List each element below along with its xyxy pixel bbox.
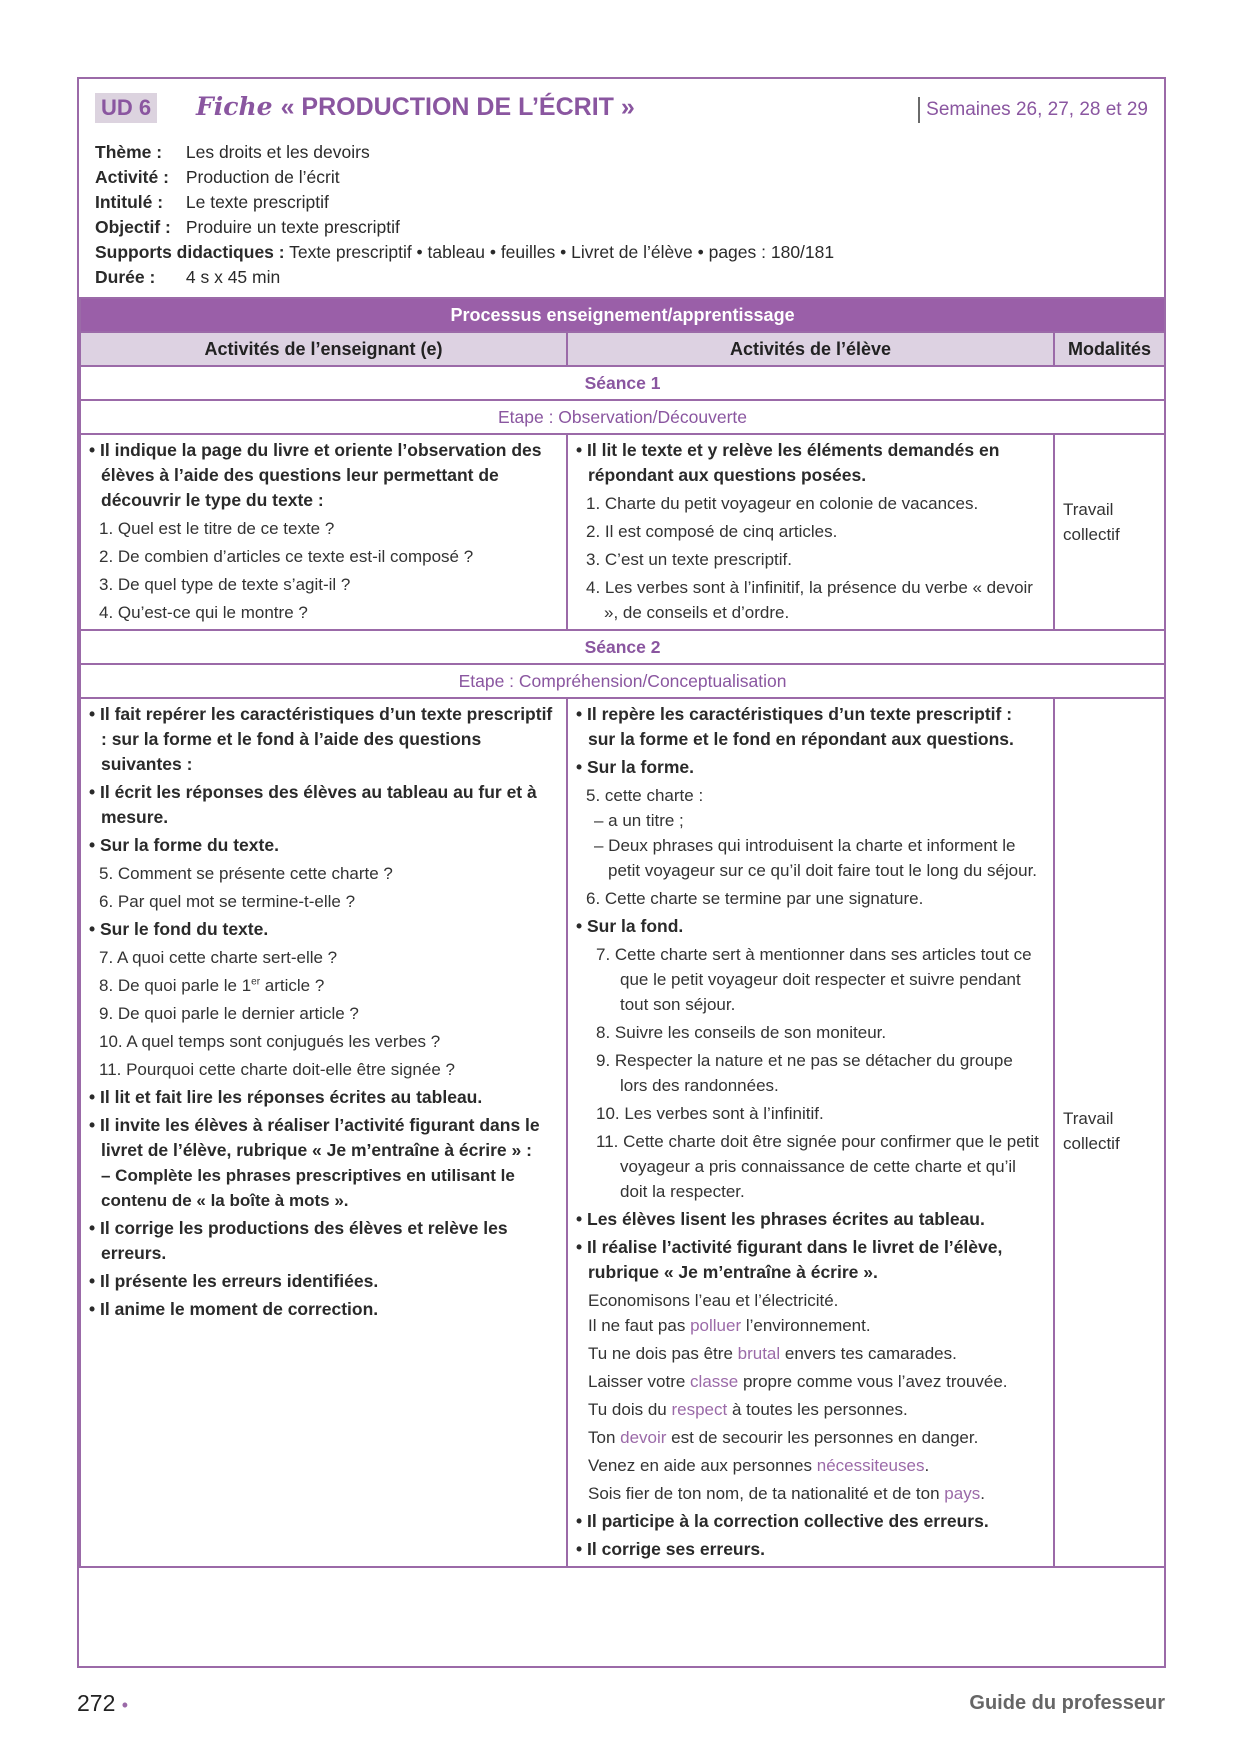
example-sentence (576, 1397, 1043, 1422)
ex-text: Laisser votre (588, 1372, 691, 1391)
supports-value: Texte prescriptif • tableau • feuilles • Livret de l’élève • pages : 180/181 (289, 242, 835, 262)
student-answer: 4. Les verbes sont à l’infinitif, la présence du verbe « devoir », de conseils et d’ordre. (586, 578, 1033, 622)
student-step: • Sur la fond. (576, 914, 1043, 939)
sheet-header (79, 79, 1164, 297)
seance-1-modalite: Travail collectif (1054, 434, 1165, 630)
seance-2-row (80, 698, 1165, 1567)
seance-2-student (567, 698, 1054, 1567)
fiche-word: Fiche (196, 92, 273, 121)
seance-2-teacher (80, 698, 567, 1567)
example-sentence (576, 1453, 1043, 1478)
student-answer: 11. Cette charte doit être signée pour confirmer que le petit voyageur a pris connaissance de cette charte et qu’il doit la respecter. (596, 1132, 1039, 1201)
objectif-label: Objectif : (95, 217, 171, 237)
teacher-step: • Il anime le moment de correction. (89, 1297, 556, 1322)
sheet-title (196, 91, 635, 123)
ex-text: Il ne faut pas (588, 1316, 691, 1335)
teacher-question: 3. De quel type de texte s’agit-il ? (99, 575, 351, 594)
ex-text: Sois fier de ton nom, de ta nationalité et de ton (588, 1484, 945, 1503)
example-sentence (576, 1369, 1043, 1394)
theme-label: Thème : (95, 142, 163, 162)
col-mod-header: Modalités (1054, 332, 1165, 366)
objectif-value: Produire un texte prescriptif (185, 217, 400, 237)
example-sentence (576, 1481, 1043, 1506)
ex-word: classe (690, 1372, 739, 1391)
teacher-step: • Il invite les élèves à réaliser l’activité figurant dans le livret de l’élève, rubrique « Je m’entraîne à écrire » : (89, 1113, 556, 1163)
student-answer: 3. C’est un texte prescriptif. (586, 550, 792, 569)
student-answer: 2. Il est composé de cinq articles. (586, 522, 838, 541)
process-table-wrap (79, 297, 1164, 1568)
teacher-question: 4. Qu’est-ce qui le montre ? (99, 603, 308, 622)
activite-label: Activité : (95, 167, 169, 187)
meta-block (95, 140, 834, 290)
seance-1-teacher (80, 434, 567, 630)
student-step: • Il participe à la correction collective des erreurs. (576, 1509, 1043, 1534)
page-number-text: 272 (77, 1690, 116, 1716)
teacher-question: 7. A quoi cette charte sert-elle ? (99, 948, 338, 967)
seance-2-modalite: Travail collectif (1054, 698, 1165, 1567)
ex-text: . (980, 1484, 985, 1503)
seance-1-row (80, 434, 1165, 630)
ex-text: envers tes camarades. (780, 1344, 957, 1363)
ex-word: pays (944, 1484, 981, 1503)
unit-badge: UD 6 (95, 93, 157, 123)
col-student-header: Activités de l’élève (567, 332, 1054, 366)
student-answer: 9. Respecter la nature et ne pas se détacher du groupe lors des randonnées. (596, 1051, 1013, 1095)
ex-word: respect (671, 1400, 728, 1419)
student-intro: • Il lit le texte et y relève les éléments demandés en répondant aux questions posées. (576, 438, 1043, 488)
ex-text: Tu dois du (588, 1400, 672, 1419)
process-table (79, 297, 1166, 1568)
teacher-step: • Sur le fond du texte. (89, 917, 556, 942)
tq8-sup: er (251, 976, 261, 988)
student-step: • Sur la forme. (576, 755, 1043, 780)
duree-label: Durée : (95, 267, 156, 287)
col-teacher-header: Activités de l’enseignant (e) (80, 332, 567, 366)
page-number (77, 1690, 128, 1717)
title-text: « PRODUCTION DE L’ÉCRIT » (280, 93, 635, 121)
teacher-step: • Il lit et fait lire les réponses écrites au tableau. (89, 1085, 556, 1110)
student-sub-answer: – Deux phrases qui introduisent la charte et informent le petit voyageur sur ce qu’il doit faire tout le long du séjour. (594, 836, 1038, 880)
example-sentence: Economisons l’eau et l’électricité. (588, 1291, 839, 1310)
process-title: Processus enseignement/apprentissage (80, 298, 1165, 332)
ex-text: propre comme vous l’avez trouvée. (738, 1372, 1008, 1391)
teacher-question: 6. Par quel mot se termine-t-elle ? (99, 892, 356, 911)
guide-label: Guide du professeur (969, 1692, 1165, 1714)
student-step: • Les élèves lisent les phrases écrites au tableau. (576, 1207, 1043, 1232)
supports-label: Supports didactiques : (95, 242, 285, 262)
student-sub-answer: – a un titre ; (594, 811, 684, 830)
student-answer: 5. cette charte : (586, 786, 704, 805)
ex-text: est de secourir les personnes en danger. (666, 1428, 979, 1447)
ex-word: brutal (737, 1344, 781, 1363)
tq8-b: article ? (260, 976, 325, 995)
teacher-question: 5. Comment se présente cette charte ? (99, 864, 393, 883)
student-answer: 8. Suivre les conseils de son moniteur. (596, 1023, 887, 1042)
student-answer: 6. Cette charte se termine par une signature. (586, 889, 924, 908)
ex-text: Tu ne dois pas être (588, 1344, 738, 1363)
teacher-question: 10. A quel temps sont conjugués les verbes ? (99, 1032, 441, 1051)
student-step: • Il repère les caractéristiques d’un texte prescriptif : sur la forme et le fond en répondant aux questions. (576, 702, 1043, 752)
student-answer: 1. Charte du petit voyageur en colonie de vacances. (586, 494, 979, 513)
ex-text: . (924, 1456, 930, 1475)
teacher-question (89, 973, 556, 998)
intitule-label: Intitulé : (95, 192, 164, 212)
teacher-step: • Il présente les erreurs identifiées. (89, 1269, 556, 1294)
ex-text: à toutes les personnes. (727, 1400, 908, 1419)
example-sentence (576, 1425, 1043, 1450)
seance-2-etape: Etape : Compréhension/Conceptualisation (80, 664, 1165, 698)
tq8-a: 8. De quoi parle le 1 (99, 976, 252, 995)
student-answer: 10. Les verbes sont à l’infinitif. (596, 1104, 824, 1123)
student-step: • Il réalise l’activité figurant dans le livret de l’élève, rubrique « Je m’entraîne à écrire ». (576, 1235, 1043, 1285)
ex-text: Ton (588, 1428, 621, 1447)
teacher-step: • Il fait repérer les caractéristiques d’un texte prescriptif : sur la forme et le fond à l’aide des questions suivantes : (89, 702, 556, 777)
ex-word: nécessiteuses (816, 1456, 925, 1475)
ex-text: Venez en aide aux personnes (588, 1456, 817, 1475)
teacher-question: 11. Pourquoi cette charte doit-elle être signée ? (99, 1060, 455, 1079)
student-step: • Il corrige ses erreurs. (576, 1537, 1043, 1562)
teacher-step: • Il écrit les réponses des élèves au tableau au fur et à mesure. (89, 780, 556, 830)
teacher-step: • Il corrige les productions des élèves et relève les erreurs. (89, 1216, 556, 1266)
teacher-intro: • Il indique la page du livre et oriente l’observation des élèves à l’aide des questions leur permettant de découvrir le type du texte : (89, 438, 556, 513)
example-sentence (576, 1341, 1043, 1366)
teacher-question: 2. De combien d’articles ce texte est-il composé ? (99, 547, 474, 566)
seance-1-title: Séance 1 (80, 366, 1165, 400)
ex-text: l’environnement. (741, 1316, 871, 1335)
ex-word: polluer (690, 1316, 742, 1335)
seance-1-etape: Etape : Observation/Découverte (80, 400, 1165, 434)
seance-1-student (567, 434, 1054, 630)
duree-value: 4 s x 45 min (185, 267, 281, 287)
seance-2-title: Séance 2 (80, 630, 1165, 664)
student-answer: 7. Cette charte sert à mentionner dans ses articles tout ce que le petit voyageur doit respecter et suivre pendant tout son séjour. (596, 945, 1032, 1014)
example-sentence (576, 1313, 1043, 1338)
ex-word: devoir (620, 1428, 667, 1447)
teacher-question: 9. De quoi parle le dernier article ? (99, 1004, 359, 1023)
intitule-value: Le texte prescriptif (185, 192, 329, 212)
theme-value: Les droits et les devoirs (185, 142, 370, 162)
teacher-question: 1. Quel est le titre de ce texte ? (99, 519, 335, 538)
page-dot: • (121, 1695, 129, 1715)
teacher-step-detail: – Complète les phrases prescriptives en utilisant le contenu de « la boîte à mots ». (101, 1166, 515, 1210)
weeks-label: Semaines 26, 27, 28 et 29 (918, 97, 1148, 123)
activite-value: Production de l’écrit (185, 167, 340, 187)
lesson-sheet (77, 77, 1166, 1668)
teacher-step: • Sur la forme du texte. (89, 833, 556, 858)
